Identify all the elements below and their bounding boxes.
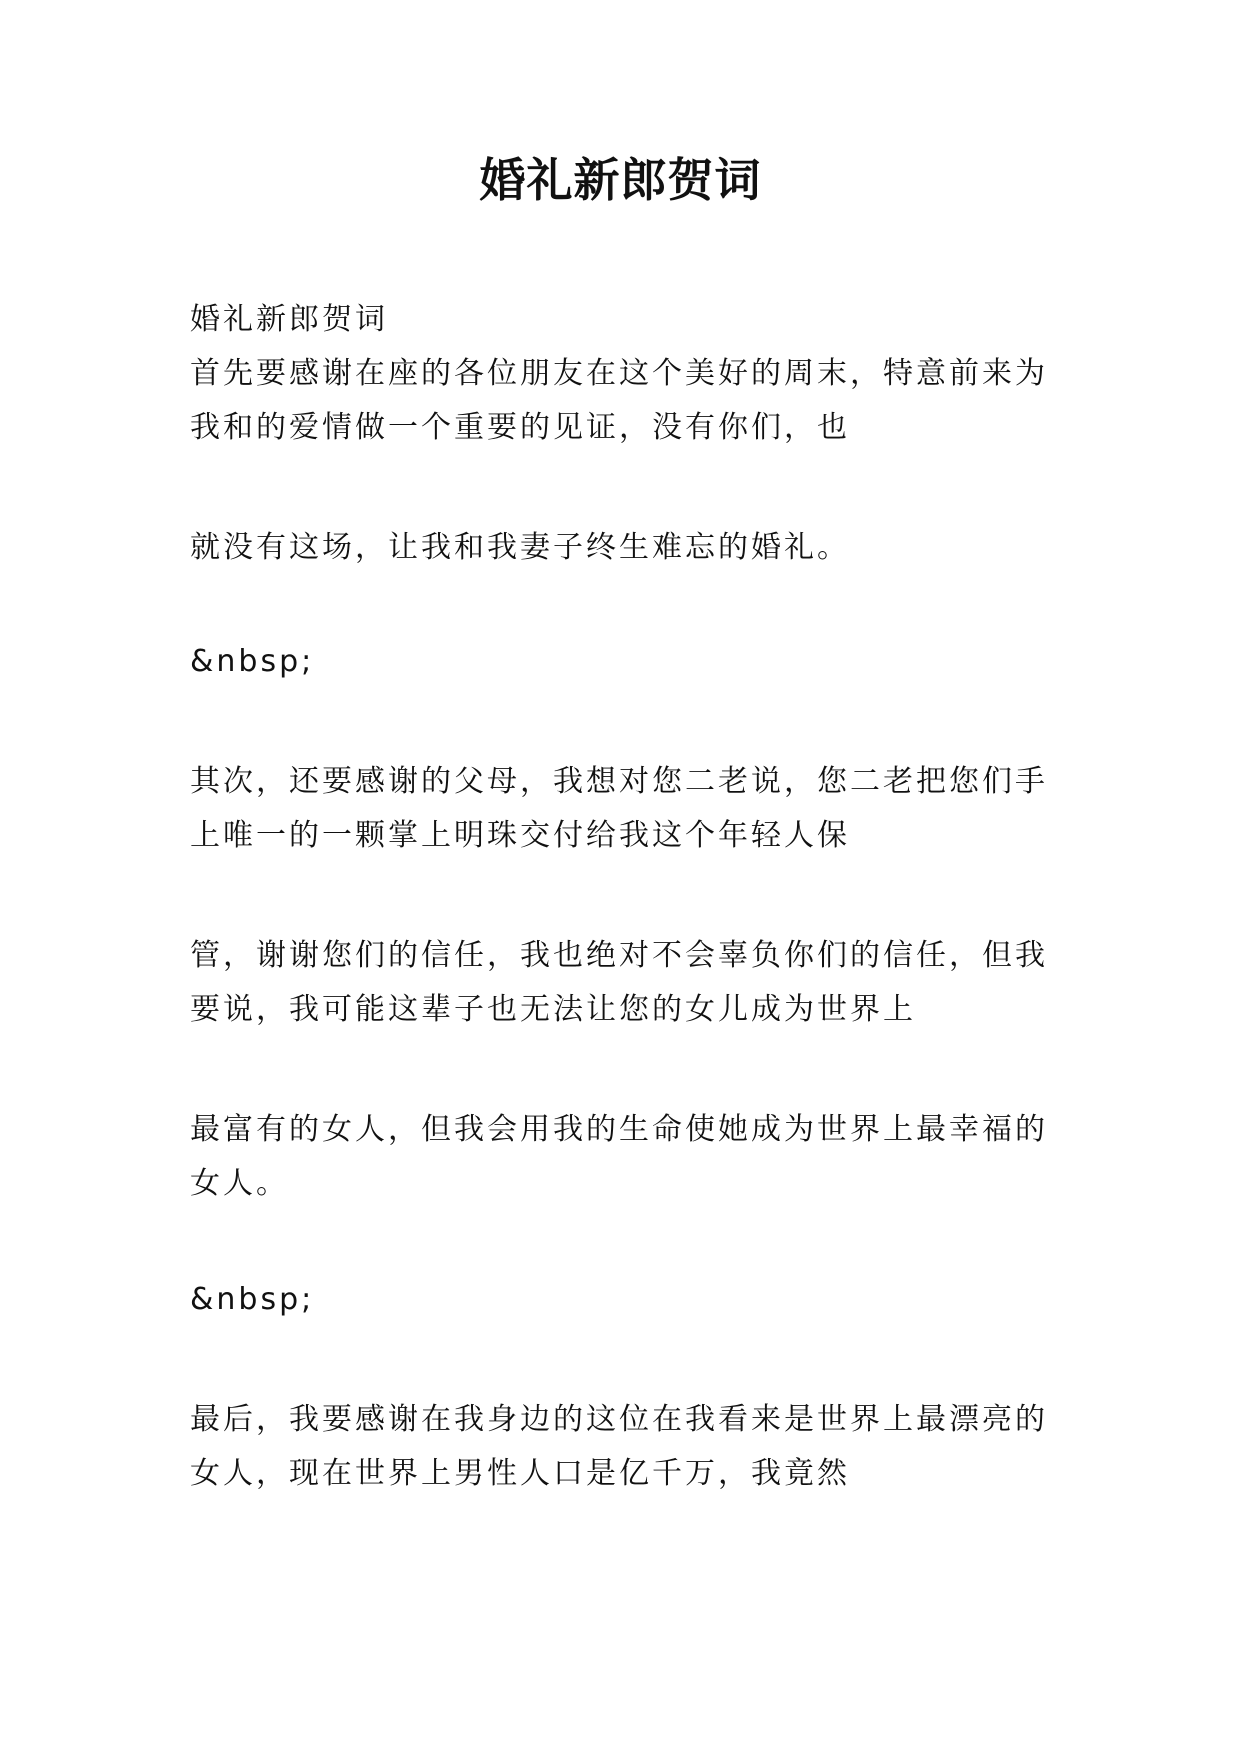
body-line: 最富有的女人，但我会用我的生命使她成为世界上最幸福的 [190, 1112, 1048, 1147]
body-line-spacer: &nbsp; [190, 1282, 315, 1317]
body-line: 上唯一的一颗掌上明珠交付给我这个年轻人保 [190, 818, 850, 853]
body-line: 我和的爱情做一个重要的见证，没有你们，也 [190, 410, 850, 445]
body-line: 最后，我要感谢在我身边的这位在我看来是世界上最漂亮的 [190, 1402, 1048, 1437]
body-line: 首先要感谢在座的各位朋友在这个美好的周末，特意前来为 [190, 356, 1048, 391]
body-line-subtitle: 婚礼新郎贺词 [190, 302, 388, 337]
body-line: 管，谢谢您们的信任，我也绝对不会辜负你们的信任，但我 [190, 938, 1048, 973]
body-line: 女人，现在世界上男性人口是亿千万，我竟然 [190, 1456, 850, 1491]
document-title: 婚礼新郎贺词 [479, 153, 762, 207]
body-line: 要说，我可能这辈子也无法让您的女儿成为世界上 [190, 992, 916, 1027]
body-line: 其次，还要感谢的父母，我想对您二老说，您二老把您们手 [190, 764, 1048, 799]
body-line-spacer: &nbsp; [190, 644, 315, 679]
body-line: 就没有这场，让我和我妻子终生难忘的婚礼。 [190, 530, 850, 565]
body-line: 女人。 [190, 1166, 289, 1201]
